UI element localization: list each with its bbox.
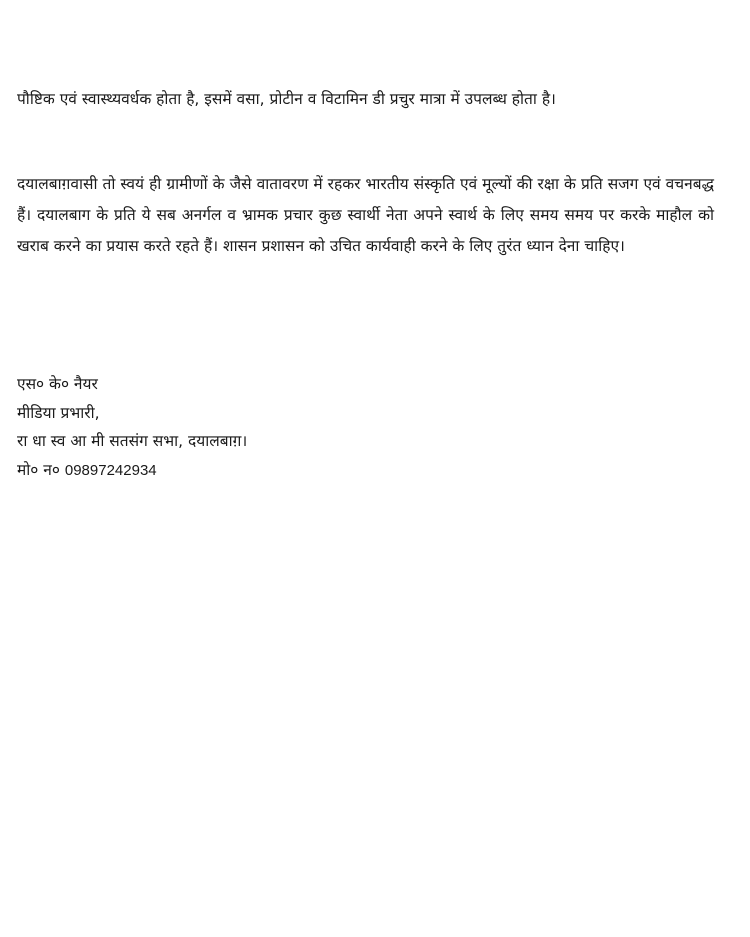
signatory-organization: रा धा स्व आ मी सतसंग सभा, दयालबाग़।	[17, 432, 248, 450]
contact-line	[17, 456, 247, 486]
phone-label: मो० न०	[17, 460, 60, 479]
signatory-name: एस० के० नैयर	[17, 375, 98, 393]
paragraph-nutrition: पौष्टिक एवं स्वास्थ्यवर्धक होता है, इसमें वसा, प्रोटीन व विटामिन डी प्रचुर मात्रा में उपलब्ध होता है।	[17, 90, 556, 108]
signature-block	[17, 370, 247, 485]
phone-number: 09897242934	[64, 461, 157, 479]
paragraph-dayalbagh-residents: दयालबाग़वासी तो स्वयं ही ग्रामीणों के जैसे वातावरण में रहकर भारतीय संस्कृति एवं मूल्यों की रक्षा के प्रति सजग एवं वचनबद्ध हैं। दयालबाग के प्रति ये सब अनर्गल व भ्रामक प्रचार कुछ स्वार्थी नेता अपने स्वार्थ के लिए समय समय पर करके माहौल को खराब करने का प्रयास करते रहते हैं। शासन प्रशासन को उचित कार्यवाही करने के लिए तुरंत ध्यान देना चाहिए।	[17, 175, 714, 255]
signatory-designation: मीडिया प्रभारी,	[17, 403, 100, 422]
